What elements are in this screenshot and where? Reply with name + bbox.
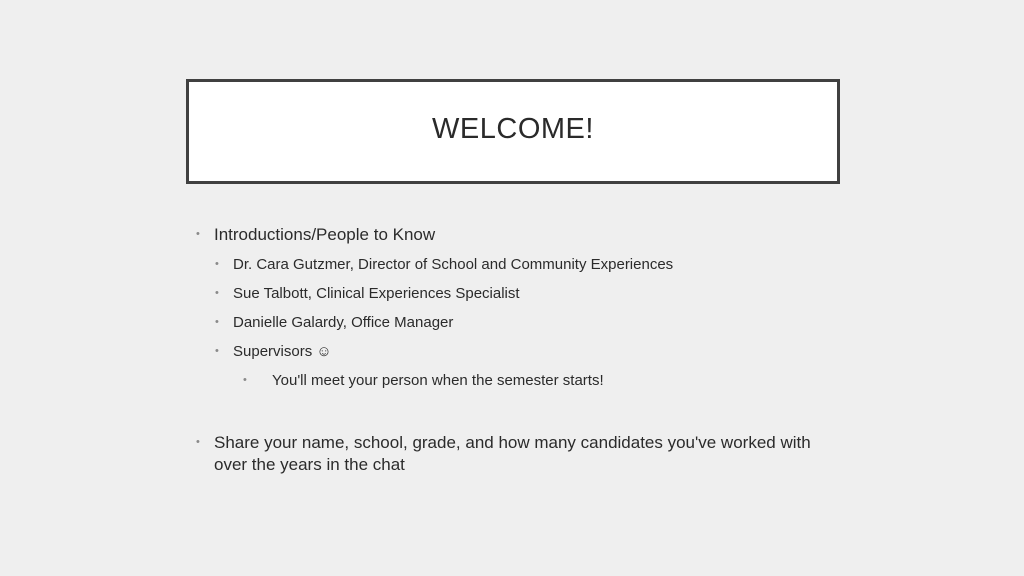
bullet-dot: •	[215, 316, 219, 328]
bullet-supervisors: Supervisors ☺	[233, 343, 332, 360]
bullet-person-talbott: Sue Talbott, Clinical Experiences Specialist	[233, 285, 520, 302]
bullet-person-gutzmer: Dr. Cara Gutzmer, Director of School and Community Experiences	[233, 256, 674, 273]
bullet-share: Share your name, school, grade, and how many candidates you've worked with over the years in the chat	[214, 433, 811, 474]
bullet-supervisors-note: You'll meet your person when the semester starts!	[272, 372, 604, 389]
bullet-dot: •	[215, 287, 219, 299]
bullet-dot: •	[196, 228, 200, 240]
bullet-introductions: Introductions/People to Know	[214, 225, 436, 244]
title-box	[186, 79, 840, 184]
slide-title: WELCOME!	[432, 113, 594, 145]
bullet-dot: •	[215, 258, 219, 270]
bullet-dot: •	[243, 374, 247, 386]
bullet-dot: •	[215, 345, 219, 357]
bullet-person-galardy: Danielle Galardy, Office Manager	[233, 314, 454, 331]
bullet-dot: •	[196, 436, 200, 448]
